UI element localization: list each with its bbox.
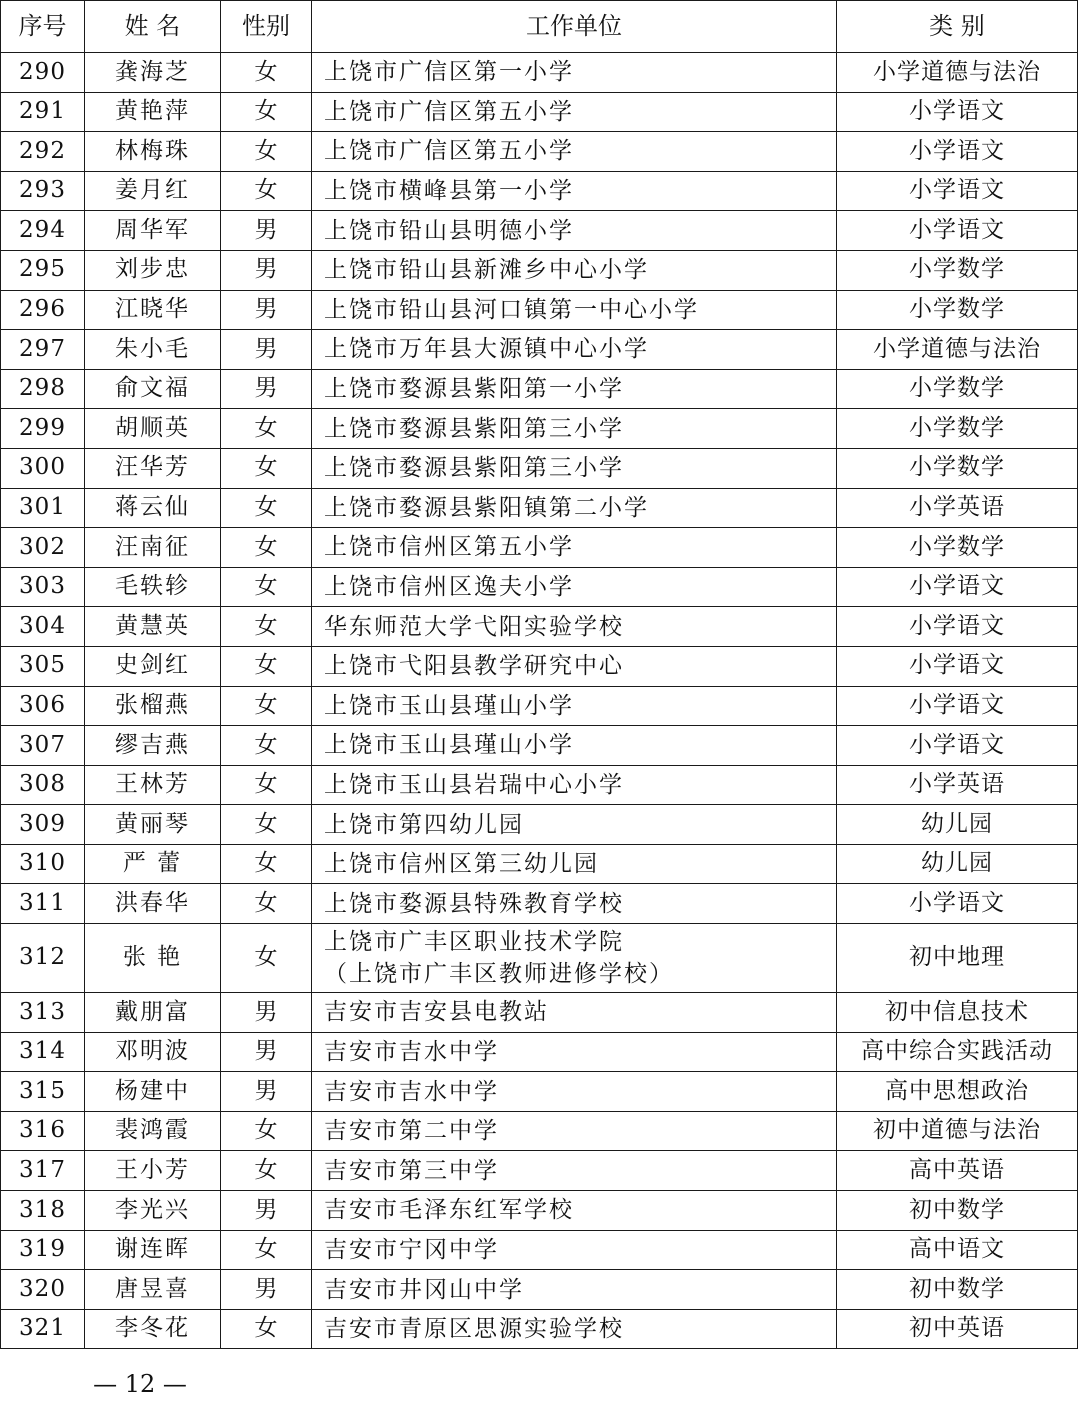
name-cell: 黄慧英: [85, 607, 221, 647]
work-unit-cell: [312, 993, 837, 1033]
serial-number-cell: 321: [1, 1309, 85, 1349]
category-cell: 小学数学: [837, 448, 1078, 488]
table-row: [1, 884, 1078, 924]
work-unit-cell: [312, 488, 837, 528]
work-unit-line: 上饶市广信区第五小学: [324, 138, 574, 165]
gender-cell: 女: [221, 726, 312, 766]
header-category: 类 别: [837, 1, 1078, 53]
table-row: [1, 1151, 1078, 1191]
work-unit-line: 吉安市毛泽东红军学校: [324, 1197, 574, 1224]
gender-cell: 男: [221, 250, 312, 290]
work-unit-line: 上饶市婺源县紫阳第一小学: [324, 376, 624, 403]
work-unit-line: 上饶市玉山县岩瑞中心小学: [324, 771, 624, 798]
serial-number-cell: 308: [1, 765, 85, 805]
category-cell: 幼儿园: [837, 805, 1078, 845]
gender-cell: 女: [221, 53, 312, 93]
category-cell: 初中英语: [837, 1309, 1078, 1349]
work-unit-cell: [312, 884, 837, 924]
serial-number-cell: 305: [1, 646, 85, 686]
table-row: [1, 1191, 1078, 1231]
gender-cell: 女: [221, 646, 312, 686]
gender-cell: 女: [221, 686, 312, 726]
category-cell: 小学英语: [837, 765, 1078, 805]
name-cell: 林梅珠: [85, 132, 221, 172]
work-unit-cell: [312, 844, 837, 884]
work-unit-line: 上饶市玉山县瑾山小学: [324, 692, 574, 719]
name-cell: 毛轶轸: [85, 567, 221, 607]
category-cell: 初中道德与法治: [837, 1111, 1078, 1151]
work-unit-line: 吉安市第二中学: [324, 1118, 499, 1145]
table-row: [1, 1309, 1078, 1349]
gender-cell: 女: [221, 844, 312, 884]
serial-number-cell: 318: [1, 1191, 85, 1231]
work-unit-line: 上饶市信州区逸夫小学: [324, 574, 574, 601]
gender-cell: 女: [221, 567, 312, 607]
gender-cell: 男: [221, 369, 312, 409]
serial-number-cell: 293: [1, 171, 85, 211]
category-cell: 小学语文: [837, 686, 1078, 726]
serial-number-cell: 313: [1, 993, 85, 1033]
header-work-unit: 工作单位: [312, 1, 837, 53]
header-row: [1, 1, 1078, 53]
gender-cell: 女: [221, 1151, 312, 1191]
work-unit-line: 上饶市婺源县紫阳第三小学: [324, 455, 624, 482]
header-serial-number: 序号: [1, 1, 85, 53]
name-cell: 汪华芳: [85, 448, 221, 488]
name-cell: 裴鸿霞: [85, 1111, 221, 1151]
gender-cell: 女: [221, 171, 312, 211]
work-unit-line: 吉安市吉安县电教站: [324, 999, 549, 1026]
work-unit-line: 上饶市婺源县特殊教育学校: [324, 890, 624, 917]
name-cell: 张 艳: [85, 924, 221, 993]
work-unit-line: 吉安市第三中学: [324, 1157, 499, 1184]
category-cell: 小学语文: [837, 92, 1078, 132]
table-row: [1, 805, 1078, 845]
name-cell: 江晓华: [85, 290, 221, 330]
work-unit-cell: [312, 409, 837, 449]
table-row: [1, 646, 1078, 686]
work-unit-cell: [312, 607, 837, 647]
category-cell: 小学语文: [837, 646, 1078, 686]
gender-cell: 女: [221, 805, 312, 845]
table-row: [1, 924, 1078, 993]
name-cell: 王林芳: [85, 765, 221, 805]
category-cell: 小学数学: [837, 409, 1078, 449]
name-cell: 龚海芝: [85, 53, 221, 93]
serial-number-cell: 291: [1, 92, 85, 132]
serial-number-cell: 310: [1, 844, 85, 884]
category-cell: 幼儿园: [837, 844, 1078, 884]
name-cell: 俞文福: [85, 369, 221, 409]
name-cell: 严 蕾: [85, 844, 221, 884]
serial-number-cell: 311: [1, 884, 85, 924]
gender-cell: 女: [221, 92, 312, 132]
table-row: [1, 528, 1078, 568]
table-row: [1, 993, 1078, 1033]
work-unit-cell: [312, 1151, 837, 1191]
work-unit-line: 上饶市广信区第一小学: [324, 59, 574, 86]
table-row: [1, 409, 1078, 449]
gender-cell: 女: [221, 765, 312, 805]
serial-number-cell: 307: [1, 726, 85, 766]
gender-cell: 男: [221, 290, 312, 330]
category-cell: 高中语文: [837, 1230, 1078, 1270]
serial-number-cell: 316: [1, 1111, 85, 1151]
serial-number-cell: 297: [1, 330, 85, 370]
gender-cell: 女: [221, 924, 312, 993]
category-cell: 小学语文: [837, 211, 1078, 251]
serial-number-cell: 292: [1, 132, 85, 172]
work-unit-cell: [312, 726, 837, 766]
work-unit-line: 上饶市广丰区职业技术学院: [324, 929, 624, 956]
category-cell: 小学语文: [837, 726, 1078, 766]
table-header: [1, 1, 1078, 53]
gender-cell: 女: [221, 1111, 312, 1151]
name-cell: 胡顺英: [85, 409, 221, 449]
gender-cell: 男: [221, 1032, 312, 1072]
serial-number-cell: 295: [1, 250, 85, 290]
name-cell: 朱小毛: [85, 330, 221, 370]
table-row: [1, 171, 1078, 211]
name-cell: 刘步忠: [85, 250, 221, 290]
work-unit-line: 上饶市弋阳县教学研究中心: [324, 653, 624, 680]
work-unit-line: 上饶市第四幼儿园: [324, 811, 524, 838]
name-cell: 黄艳萍: [85, 92, 221, 132]
work-unit-cell: [312, 1191, 837, 1231]
category-cell: 小学语文: [837, 884, 1078, 924]
work-unit-line: 吉安市宁冈中学: [324, 1236, 499, 1263]
work-unit-cell: [312, 1072, 837, 1112]
serial-number-cell: 300: [1, 448, 85, 488]
page-number: — 12 —: [93, 1370, 187, 1398]
category-cell: 初中数学: [837, 1191, 1078, 1231]
table-row: [1, 1032, 1078, 1072]
table-row: [1, 132, 1078, 172]
serial-number-cell: 302: [1, 528, 85, 568]
gender-cell: 男: [221, 211, 312, 251]
gender-cell: 女: [221, 409, 312, 449]
table-row: [1, 488, 1078, 528]
work-unit-cell: [312, 330, 837, 370]
work-unit-cell: [312, 528, 837, 568]
gender-cell: 男: [221, 1191, 312, 1231]
name-cell: 李冬花: [85, 1309, 221, 1349]
name-cell: 王小芳: [85, 1151, 221, 1191]
table-row: [1, 330, 1078, 370]
category-cell: 小学语文: [837, 607, 1078, 647]
gender-cell: 女: [221, 528, 312, 568]
serial-number-cell: 294: [1, 211, 85, 251]
name-cell: 姜月红: [85, 171, 221, 211]
work-unit-line: 吉安市井冈山中学: [324, 1276, 524, 1303]
table-row: [1, 844, 1078, 884]
table-row: [1, 686, 1078, 726]
category-cell: 高中综合实践活动: [837, 1032, 1078, 1072]
table-row: [1, 1270, 1078, 1310]
category-cell: 小学道德与法治: [837, 330, 1078, 370]
category-cell: 高中英语: [837, 1151, 1078, 1191]
serial-number-cell: 319: [1, 1230, 85, 1270]
gender-cell: 女: [221, 884, 312, 924]
table-row: [1, 250, 1078, 290]
category-cell: 初中数学: [837, 1270, 1078, 1310]
gender-cell: 女: [221, 488, 312, 528]
serial-number-cell: 314: [1, 1032, 85, 1072]
work-unit-cell: [312, 1230, 837, 1270]
category-cell: 初中地理: [837, 924, 1078, 993]
work-unit-cell: [312, 924, 837, 993]
gender-cell: 男: [221, 1270, 312, 1310]
table-row: [1, 369, 1078, 409]
table-row: [1, 53, 1078, 93]
name-cell: 张榴燕: [85, 686, 221, 726]
name-cell: 洪春华: [85, 884, 221, 924]
table-row: [1, 1111, 1078, 1151]
serial-number-cell: 299: [1, 409, 85, 449]
work-unit-line: 吉安市吉水中学: [324, 1038, 499, 1065]
table-row: [1, 1072, 1078, 1112]
name-cell: 史剑红: [85, 646, 221, 686]
name-cell: 杨建中: [85, 1072, 221, 1112]
category-cell: 小学数学: [837, 528, 1078, 568]
work-unit-line: 上饶市婺源县紫阳第三小学: [324, 415, 624, 442]
name-cell: 谢连晖: [85, 1230, 221, 1270]
work-unit-line: 吉安市青原区思源实验学校: [324, 1316, 624, 1343]
work-unit-cell: [312, 686, 837, 726]
gender-cell: 女: [221, 448, 312, 488]
table-row: [1, 567, 1078, 607]
work-unit-line: 上饶市铅山县河口镇第一中心小学: [324, 296, 699, 323]
work-unit-cell: [312, 805, 837, 845]
serial-number-cell: 303: [1, 567, 85, 607]
serial-number-cell: 290: [1, 53, 85, 93]
serial-number-cell: 306: [1, 686, 85, 726]
work-unit-line: 上饶市婺源县紫阳镇第二小学: [324, 494, 649, 521]
table-row: [1, 211, 1078, 251]
table-row: [1, 448, 1078, 488]
header-name: 姓 名: [85, 1, 221, 53]
gender-cell: 男: [221, 1072, 312, 1112]
name-cell: 邓明波: [85, 1032, 221, 1072]
work-unit-cell: [312, 132, 837, 172]
work-unit-cell: [312, 211, 837, 251]
work-unit-line: 上饶市铅山县明德小学: [324, 217, 574, 244]
work-unit-line: 吉安市吉水中学: [324, 1078, 499, 1105]
work-unit-cell: [312, 448, 837, 488]
serial-number-cell: 309: [1, 805, 85, 845]
work-unit-line: 华东师范大学弋阳实验学校: [324, 613, 624, 640]
work-unit-cell: [312, 290, 837, 330]
gender-cell: 男: [221, 993, 312, 1033]
table-row: [1, 1230, 1078, 1270]
work-unit-line: 上饶市广信区第五小学: [324, 98, 574, 125]
name-cell: 汪南征: [85, 528, 221, 568]
work-unit-line: 上饶市玉山县瑾山小学: [324, 732, 574, 759]
category-cell: 小学数学: [837, 250, 1078, 290]
name-cell: 黄丽琴: [85, 805, 221, 845]
work-unit-cell: [312, 1309, 837, 1349]
serial-number-cell: 315: [1, 1072, 85, 1112]
serial-number-cell: 304: [1, 607, 85, 647]
serial-number-cell: 296: [1, 290, 85, 330]
work-unit-cell: [312, 250, 837, 290]
work-unit-cell: [312, 92, 837, 132]
table-row: [1, 765, 1078, 805]
work-unit-cell: [312, 1111, 837, 1151]
work-unit-cell: [312, 171, 837, 211]
serial-number-cell: 301: [1, 488, 85, 528]
gender-cell: 男: [221, 330, 312, 370]
name-cell: 周华军: [85, 211, 221, 251]
gender-cell: 女: [221, 607, 312, 647]
table-row: [1, 607, 1078, 647]
work-unit-line: 上饶市铅山县新滩乡中心小学: [324, 257, 649, 284]
work-unit-cell: [312, 1032, 837, 1072]
work-unit-cell: [312, 646, 837, 686]
category-cell: 小学语文: [837, 567, 1078, 607]
gender-cell: 女: [221, 1309, 312, 1349]
header-gender: 性别: [221, 1, 312, 53]
work-unit-line: 上饶市横峰县第一小学: [324, 178, 574, 205]
serial-number-cell: 317: [1, 1151, 85, 1191]
work-unit-cell: [312, 369, 837, 409]
work-unit-line: 上饶市信州区第五小学: [324, 534, 574, 561]
category-cell: 小学数学: [837, 369, 1078, 409]
table-row: [1, 92, 1078, 132]
name-cell: 蒋云仙: [85, 488, 221, 528]
table-row: [1, 290, 1078, 330]
work-unit-cell: [312, 765, 837, 805]
category-cell: 小学道德与法治: [837, 53, 1078, 93]
work-unit-cell: [312, 567, 837, 607]
category-cell: 小学语文: [837, 132, 1078, 172]
category-cell: 小学语文: [837, 171, 1078, 211]
work-unit-line: （上饶市广丰区教师进修学校）: [324, 961, 674, 988]
category-cell: 高中思想政治: [837, 1072, 1078, 1112]
work-unit-cell: [312, 1270, 837, 1310]
category-cell: 初中信息技术: [837, 993, 1078, 1033]
work-unit-cell: [312, 53, 837, 93]
serial-number-cell: 298: [1, 369, 85, 409]
category-cell: 小学英语: [837, 488, 1078, 528]
category-cell: 小学数学: [837, 290, 1078, 330]
work-unit-line: 上饶市万年县大源镇中心小学: [324, 336, 649, 363]
serial-number-cell: 312: [1, 924, 85, 993]
name-cell: 李光兴: [85, 1191, 221, 1231]
name-cell: 戴朋富: [85, 993, 221, 1033]
name-cell: 唐昱喜: [85, 1270, 221, 1310]
table-row: [1, 726, 1078, 766]
gender-cell: 女: [221, 132, 312, 172]
table-body: [1, 53, 1078, 1349]
name-cell: 缪吉燕: [85, 726, 221, 766]
work-unit-line: 上饶市信州区第三幼儿园: [324, 851, 599, 878]
serial-number-cell: 320: [1, 1270, 85, 1310]
gender-cell: 女: [221, 1230, 312, 1270]
